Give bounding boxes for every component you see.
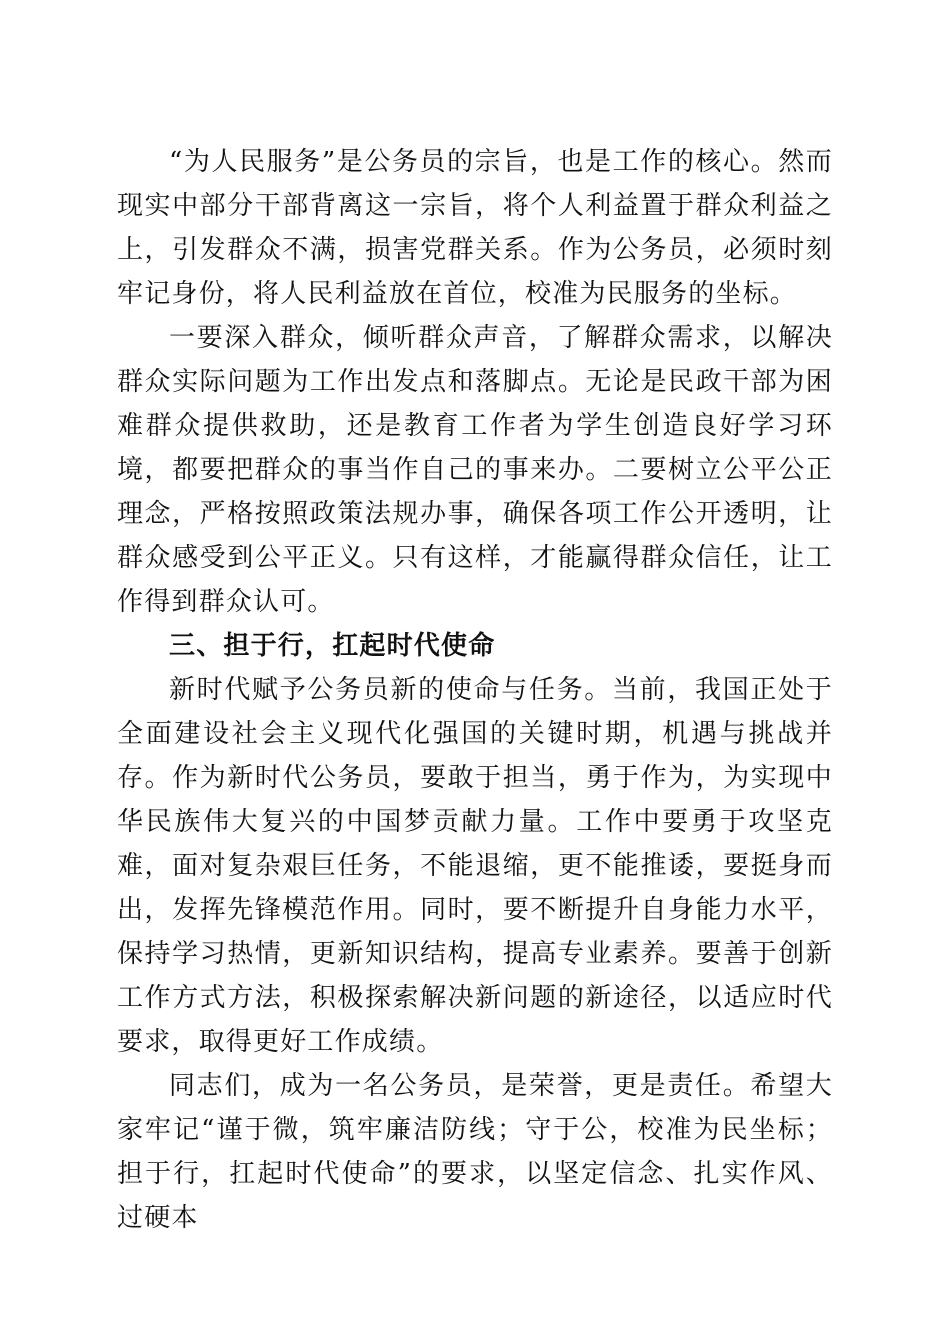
- paragraph-deep-into-masses: 一要深入群众，倾听群众声音，了解群众需求，以解决群众实际问题为工作出发点和落脚点。无论是民政干部为困难群众提供救助，还是教育工作者为学生创造良好学习环境，都要把群众的事当作自己的事来办。二要树立公平公正理念，严格按照政策法规办事，确保各项工作公开透明，让群众感受到公平正义。只有这样，才能赢得群众信任，让工作得到群众认可。: [117, 323, 833, 617]
- document-page: [117, 140, 833, 1240]
- paragraph-closing: 同志们，成为一名公务员，是荣誉，更是责任。希望大家牢记“谨于微，筑牢廉洁防线；守于公，校准为民坐标；担于行，扛起时代使命”的要求，以坚定信念、扎实作风、过硬本: [117, 1071, 833, 1233]
- section-heading-3: 三、担于行，扛起时代使命: [169, 631, 496, 661]
- paragraph-serve-people: “为人民服务”是公务员的宗旨，也是工作的核心。然而现实中部分干部背离这一宗旨，将个人利益置于群众利益之上，引发群众不满，损害党群关系。作为公务员，必须时刻牢记身份，将人民利益放在首位，校准为民服务的坐标。: [117, 147, 833, 309]
- paragraph-new-era-mission: 新时代赋予公务员新的使命与任务。当前，我国正处于全面建设社会主义现代化强国的关键时期，机遇与挑战并存。作为新时代公务员，要敢于担当，勇于作为，为实现中华民族伟大复兴的中国梦贡献力量。工作中要勇于攻坚克难，面对复杂艰巨任务，不能退缩，更不能推诿，要挺身而出，发挥先锋模范作用。同时，要不断提升自身能力水平，保持学习热情，更新知识结构，提高专业素养。要善于创新工作方式方法，积极探索解决新问题的新途径，以适应时代要求，取得更好工作成绩。: [117, 675, 833, 1057]
